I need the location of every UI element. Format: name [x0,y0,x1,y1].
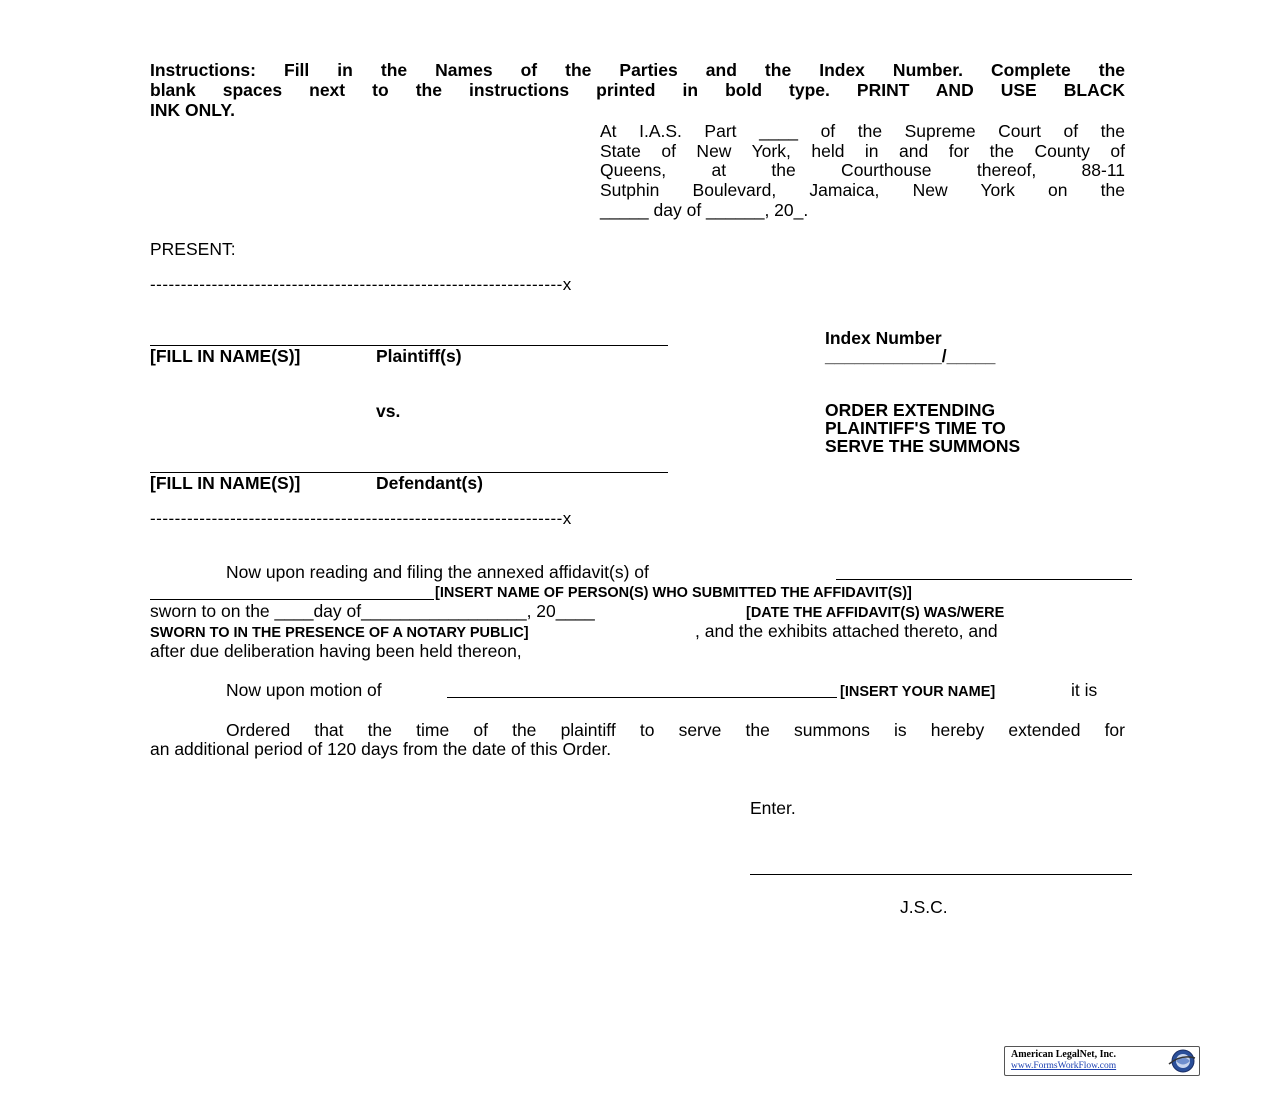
order-text-line-2: an additional period of 120 days from the date of this Order. [150,739,612,759]
plaintiff-fill-label: [FILL IN NAME(S)] [150,346,301,366]
plaintiff-role: Plaintiff(s) [376,346,462,366]
versus-label: vs. [376,401,401,421]
court-caption-line-3: Queens, at the Courthouse thereof, 88-11 [600,160,1125,180]
sworn-date-insert-a: [DATE THE AFFIDAVIT(S) WAS/WERE [746,605,1005,621]
globe-icon [1167,1048,1197,1074]
american-legalnet-logo [1004,1046,1200,1076]
logo-company: American LegalNet, Inc. [1011,1049,1116,1060]
affiant-insert-label: [INSERT NAME OF PERSON(S) WHO SUBMITTED THE AFFIDAVIT(S)] [435,585,912,601]
present-label: PRESENT: [150,239,236,259]
movant-name-blank[interactable] [447,697,837,698]
motion-end-text: it is [1071,680,1098,700]
motion-text: Now upon motion of [226,680,382,700]
index-number-label: Index Number [825,328,942,348]
deliberation-text: after due deliberation having been held thereon, [150,641,522,661]
affiant-name-blank-1[interactable] [836,579,1132,580]
caption-dash-bottom: -------------------------------------------------------------------x [150,509,572,528]
affidavit-intro-text: Now upon reading and filing the annexed affidavit(s) of [226,562,649,582]
court-caption-line-4: Sutphin Boulevard, Jamaica, New York on the [600,180,1125,200]
defendant-fill-label: [FILL IN NAME(S)] [150,473,301,493]
instructions-line-2: blank spaces next to the instructions printed in bold type. PRINT AND USE BLACK [150,80,1125,100]
instructions-line-3: INK ONLY. [150,100,235,120]
court-caption-line-1: At I.A.S. Part ____ of the Supreme Court of the [600,121,1125,141]
court-caption-line-2: State of New York, held in and for the County of [600,141,1125,161]
judge-signature-line[interactable] [750,874,1132,875]
logo-url[interactable]: www.FormsWorkFlow.com [1011,1061,1117,1071]
court-caption-line-5: _____ day of ______, 20_. [600,200,809,220]
order-title-line-2: PLAINTIFF'S TIME TO [825,418,1006,438]
judge-title: J.S.C. [900,897,948,917]
movant-insert-label: [INSERT YOUR NAME] [840,684,996,700]
caption-dash-top: -------------------------------------------------------------------x [150,275,572,294]
index-number-blank[interactable]: ____________/_____ [825,346,996,366]
order-text-line-1: Ordered that the time of the plaintiff to serve the summons is hereby extended for [226,720,1125,740]
affiant-name-blank-2[interactable] [150,599,434,600]
order-title-line-1: ORDER EXTENDING [825,400,996,420]
enter-label: Enter. [750,798,796,818]
order-title-line-3: SERVE THE SUMMONS [825,436,1021,456]
sworn-date-line[interactable]: sworn to on the ____day of_________________, 20____ [150,601,595,621]
defendant-role: Defendant(s) [376,473,483,493]
instructions-line-1: Instructions: Fill in the Names of the Parties and the Index Number. Complete the [150,60,1125,80]
exhibits-text: , and the exhibits attached thereto, and [695,621,998,641]
sworn-date-insert-b: SWORN TO IN THE PRESENCE OF A NOTARY PUBLIC] [150,625,529,641]
